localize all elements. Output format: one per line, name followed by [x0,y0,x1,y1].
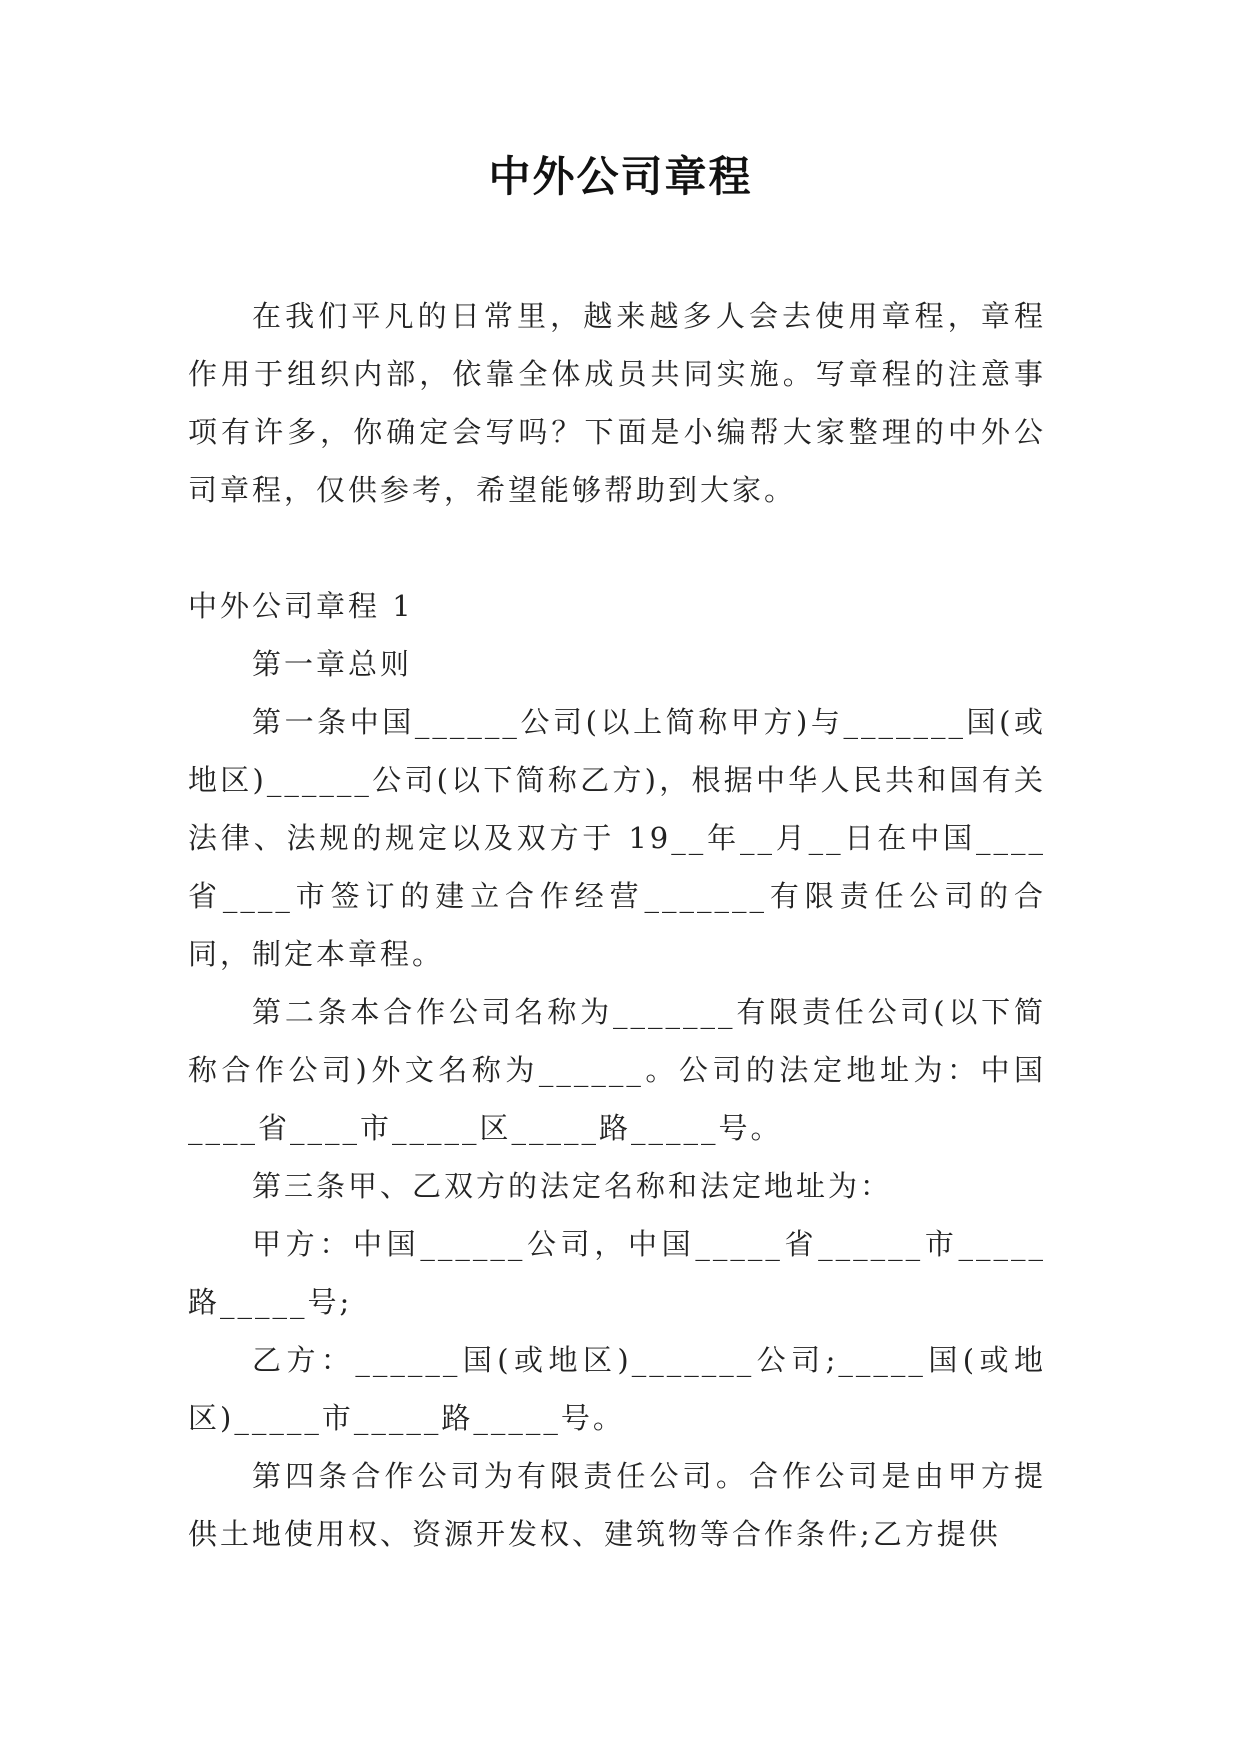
intro-block [188,287,1046,519]
article-2-paragraph: 第二条本合作公司名称为_______有限责任公司(以下简称合作公司)外文名称为______。公司的法定地址为：中国____省____市_____区_____路_____号。 [188,995,1046,1145]
party-b-paragraph: 乙方：______国(或地区)_______公司;_____国(或地区)_____市_____路_____号。 [188,1343,1046,1435]
intro-paragraph: 在我们平凡的日常里，越来越多人会去使用章程，章程作用于组织内部，依靠全体成员共同实施。写章程的注意事项有许多，你确定会写吗？下面是小编帮大家整理的中外公司章程，仅供参考，希望能够帮助到大家。 [188,299,1046,507]
article-4-paragraph: 第四条合作公司为有限责任公司。合作公司是由甲方提供土地使用权、资源开发权、建筑物等合作条件;乙方提供 [188,1459,1046,1551]
article-1-paragraph: 第一条中国______公司(以上简称甲方)与_______国(或地区)______公司(以下简称乙方)，根据中华人民共和国有关法律、法规的规定以及双方于 19__年__月__日在中国____省____市签订的建立合作经营_______有限责任公司的合同，制定本章程。 [188,705,1046,971]
chapter-heading: 第一章总则 [252,647,413,681]
articles-block [188,577,1046,1563]
party-a-paragraph: 甲方：中国______公司，中国_____省______市_____路_____号; [188,1227,1046,1319]
article-3-paragraph: 第三条甲、乙双方的法定名称和法定地址为： [252,1169,893,1203]
section-heading: 中外公司章程 1 [188,589,414,623]
document-title: 中外公司章程 [488,152,753,201]
